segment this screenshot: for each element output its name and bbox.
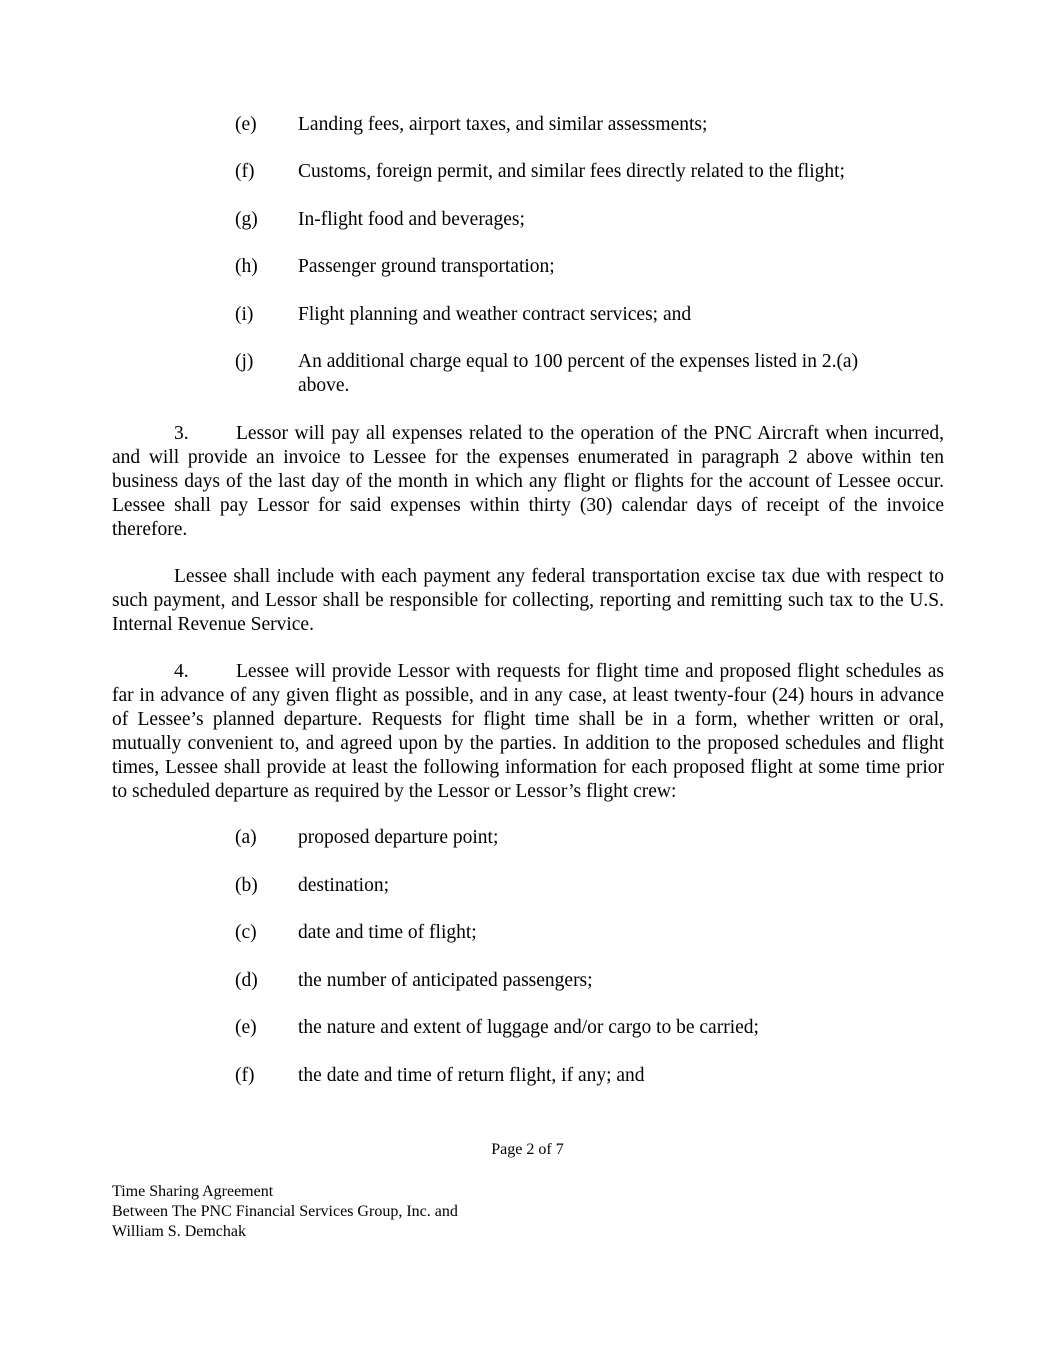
list-text: Passenger ground transportation;	[298, 256, 555, 277]
list-item-e	[235, 113, 955, 137]
list-item-f2	[235, 1064, 955, 1088]
paragraph-3	[112, 422, 944, 542]
list-text: the number of anticipated passengers;	[298, 970, 593, 991]
paragraph-4	[112, 660, 944, 804]
list-text: the date and time of return flight, if any; and	[298, 1065, 645, 1086]
list-item-b	[235, 874, 955, 898]
list-marker: (e)	[235, 114, 257, 135]
list-item-c	[235, 921, 955, 945]
page-number: Page 2 of 7	[491, 1141, 564, 1158]
document-footer	[112, 1182, 458, 1242]
list-marker: (g)	[235, 209, 258, 230]
list-item-h	[235, 255, 955, 279]
paragraph-text: Lessee shall include with each payment any federal transportation excise tax due with respect to such payment, and Lessor shall be responsible for collecting, reporting and remitting such tax to the U.S. Internal Revenue Service.	[112, 566, 944, 635]
list-text: date and time of flight;	[298, 922, 477, 943]
list-marker: (j)	[235, 351, 254, 372]
list-item-f	[235, 160, 955, 184]
list-item-g	[235, 208, 955, 232]
list-text: Customs, foreign permit, and similar fees directly related to the flight;	[298, 161, 845, 182]
paragraph-number: 3.	[174, 423, 189, 444]
list-marker: (f)	[235, 161, 255, 182]
paragraph-text: Lessor will pay all expenses related to the operation of the PNC Aircraft when incurred, and will provide an invoice to Lessee for the expenses enumerated in paragraph 2 above within ten business days of the last day of the month in which any flight or flights for the account of Lessee occur. Lessee shall pay Lessor for said expenses within thirty (30) calendar days of receipt of the invoice therefore.	[112, 423, 944, 540]
paragraph-number: 4.	[174, 661, 189, 682]
list-text: In-flight food and beverages;	[298, 209, 525, 230]
list-item-e2	[235, 1016, 955, 1040]
list-item-j	[235, 350, 895, 398]
list-text: the nature and extent of luggage and/or cargo to be carried;	[298, 1017, 759, 1038]
list-text: Landing fees, airport taxes, and similar assessments;	[298, 114, 708, 135]
list-text: An additional charge equal to 100 percent of the expenses listed in 2.(a) above.	[298, 351, 859, 396]
list-text: Flight planning and weather contract services; and	[298, 304, 692, 325]
list-marker: (i)	[235, 304, 254, 325]
footer-line: Time Sharing Agreement	[112, 1183, 274, 1200]
list-item-d	[235, 969, 955, 993]
list-text: destination;	[298, 875, 389, 896]
list-marker: (d)	[235, 970, 258, 991]
footer-line: Between The PNC Financial Services Group, Inc. and	[112, 1203, 458, 1220]
list-marker: (b)	[235, 875, 258, 896]
list-marker: (h)	[235, 256, 258, 277]
list-marker: (e)	[235, 1017, 257, 1038]
list-marker: (f)	[235, 1065, 255, 1086]
list-item-i	[235, 303, 955, 327]
paragraph-tax	[112, 565, 944, 637]
list-text: proposed departure point;	[298, 827, 499, 848]
list-marker: (a)	[235, 827, 257, 848]
paragraph-text: Lessee will provide Lessor with requests for flight time and proposed flight schedules as far in advance of any given flight as possible, and in any case, at least twenty-four (24) hours in advance of Lessee’s planned departure. Requests for flight time shall be in a form, whether written or oral, mutually convenient to, and agreed upon by the parties. In addition to the proposed schedules and flight times, Lessee shall provide at least the following information for each proposed flight at some time prior to scheduled departure as required by the Lessor or Lessor’s flight crew:	[112, 661, 944, 802]
list-item-a	[235, 826, 955, 850]
footer-line: William S. Demchak	[112, 1223, 246, 1240]
list-marker: (c)	[235, 922, 257, 943]
